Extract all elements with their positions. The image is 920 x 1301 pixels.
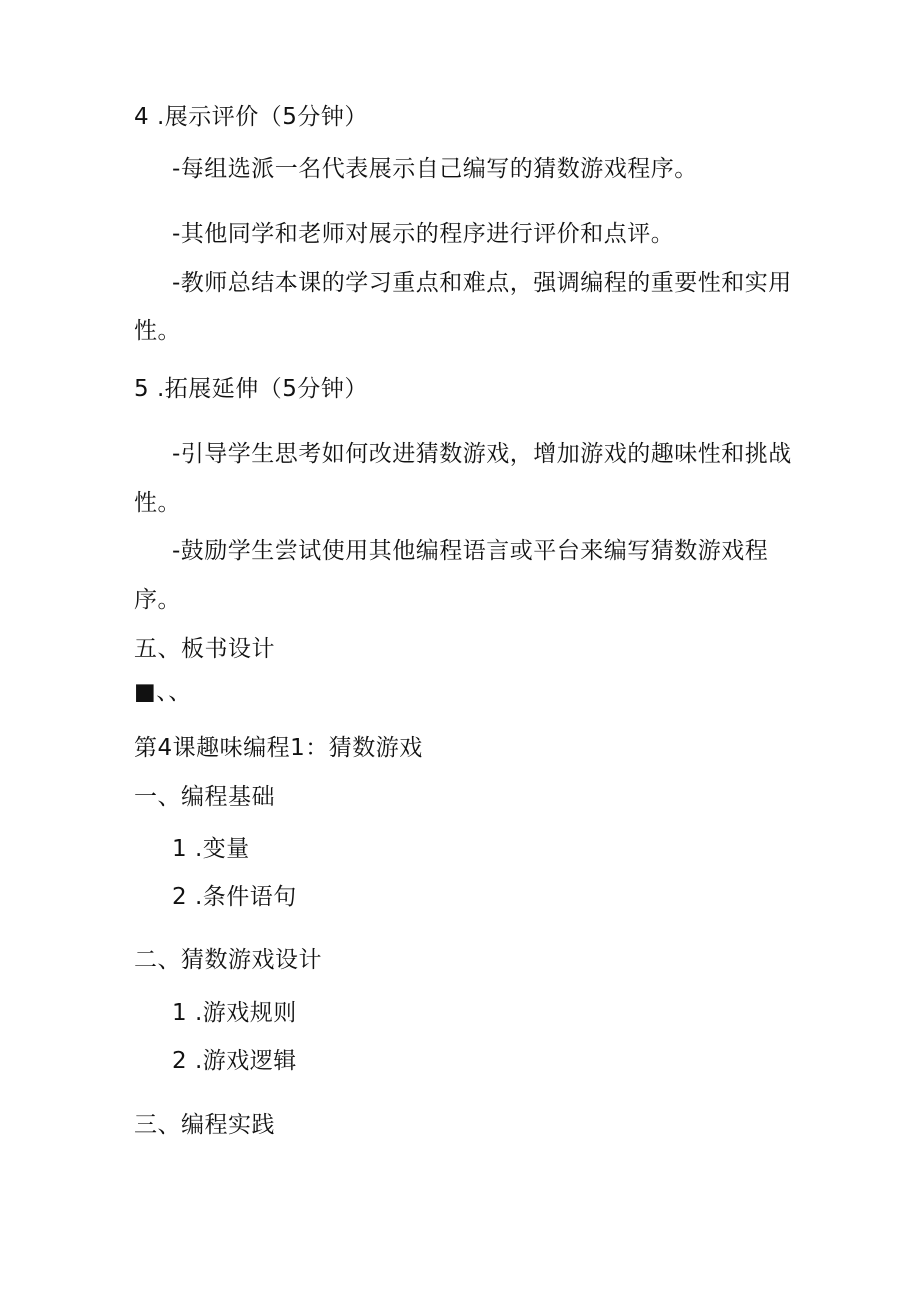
section-heading-5: 5 .拓展延伸（5分钟） <box>134 376 368 402</box>
paragraph-line: 性。 <box>134 490 181 516</box>
bullet-line: ■、、 <box>134 679 192 705</box>
paragraph-line: -鼓励学生尝试使用其他编程语言或平台来编写猜数游戏程 <box>172 538 769 564</box>
board-item: 2 .条件语句 <box>172 884 297 910</box>
section-heading-4: 4 .展示评价（5分钟） <box>134 104 368 130</box>
board-heading: 一、编程基础 <box>134 784 275 810</box>
board-item: 2 .游戏逻辑 <box>172 1048 297 1074</box>
board-title: 第4课趣味编程1：猜数游戏 <box>134 735 423 761</box>
paragraph-line: -引导学生思考如何改进猜数游戏，增加游戏的趣味性和挑战 <box>172 441 792 467</box>
paragraph-line: -每组选派一名代表展示自己编写的猜数游戏程序。 <box>172 156 698 182</box>
paragraph-line: -教师总结本课的学习重点和难点，强调编程的重要性和实用 <box>172 270 792 296</box>
paragraph-line: -其他同学和老师对展示的程序进行评价和点评。 <box>172 221 675 247</box>
paragraph-line: 性。 <box>134 318 181 344</box>
board-heading: 二、猜数游戏设计 <box>134 947 322 973</box>
board-item: 1 .游戏规则 <box>172 1000 297 1026</box>
board-item: 1 .变量 <box>172 836 250 862</box>
section-heading: 五、板书设计 <box>134 636 275 662</box>
paragraph-line: 序。 <box>134 587 181 613</box>
board-heading: 三、编程实践 <box>134 1112 275 1138</box>
